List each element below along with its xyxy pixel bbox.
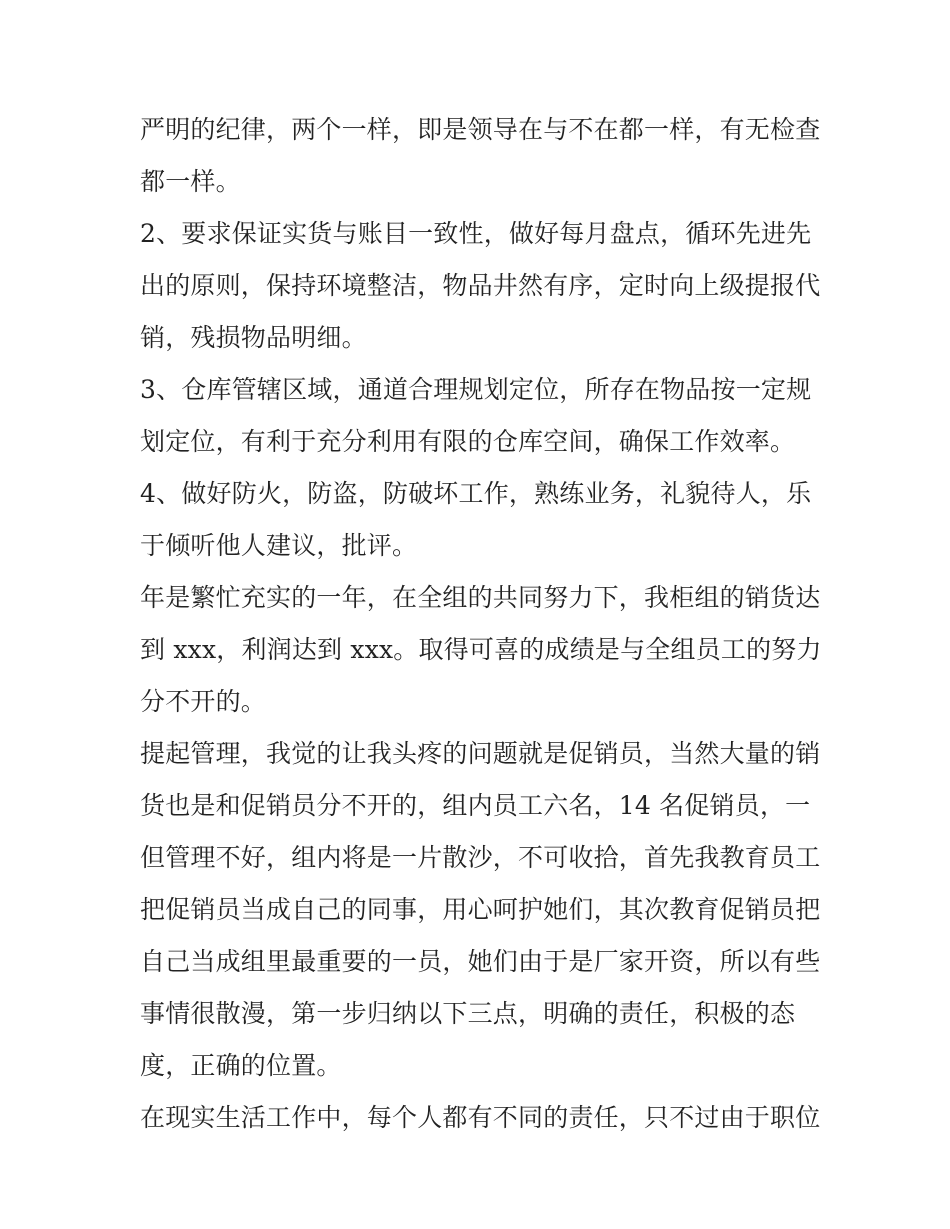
text-line: 4、做好防火，防盗，防破坏工作，熟练业务，礼貌待人，乐 <box>140 479 812 508</box>
text-line: 2、要求保证实货与账目一致性，做好每月盘点，循环先进先 <box>140 219 812 248</box>
text-line: 3、仓库管辖区域，通道合理规划定位，所存在物品按一定规 <box>140 375 812 404</box>
text-line: 出的原则，保持环境整洁，物品井然有序，定时向上级提报代 <box>140 271 821 300</box>
text-line: 于倾听他人建议，批评。 <box>140 531 418 560</box>
text-line: 年是繁忙充实的一年，在全组的共同努力下，我柜组的销货达 <box>140 583 821 612</box>
text-line: 度，正确的位置。 <box>140 1051 342 1080</box>
text-line: 销，残损物品明细。 <box>140 323 367 352</box>
text-line: 事情很散漫，第一步归纳以下三点，明确的责任，积极的态 <box>140 999 796 1028</box>
text-line: 自己当成组里最重要的一员，她们由于是厂家开资，所以有些 <box>140 947 821 976</box>
document-body <box>140 104 820 1144</box>
text-line: 提起管理，我觉的让我头疼的问题就是促销员，当然大量的销 <box>140 739 821 768</box>
text-line: 分不开的。 <box>140 687 267 716</box>
text-line: 划定位，有利于充分利用有限的仓库空间，确保工作效率。 <box>140 427 796 456</box>
text-line: 但管理不好，组内将是一片散沙，不可收拾，首先我教育员工 <box>140 843 821 872</box>
text-line: 严明的纪律，两个一样，即是领导在与不在都一样，有无检查 <box>140 115 821 144</box>
text-line: 在现实生活工作中，每个人都有不同的责任，只不过由于职位 <box>140 1103 821 1132</box>
text-line: 到 xxx，利润达到 xxx。取得可喜的成绩是与全组员工的努力 <box>140 635 822 664</box>
text-line: 把促销员当成自己的同事，用心呵护她们，其次教育促销员把 <box>140 895 821 924</box>
text-line: 都一样。 <box>140 167 241 196</box>
text-line: 货也是和促销员分不开的，组内员工六名，14 名促销员，一 <box>140 791 811 820</box>
